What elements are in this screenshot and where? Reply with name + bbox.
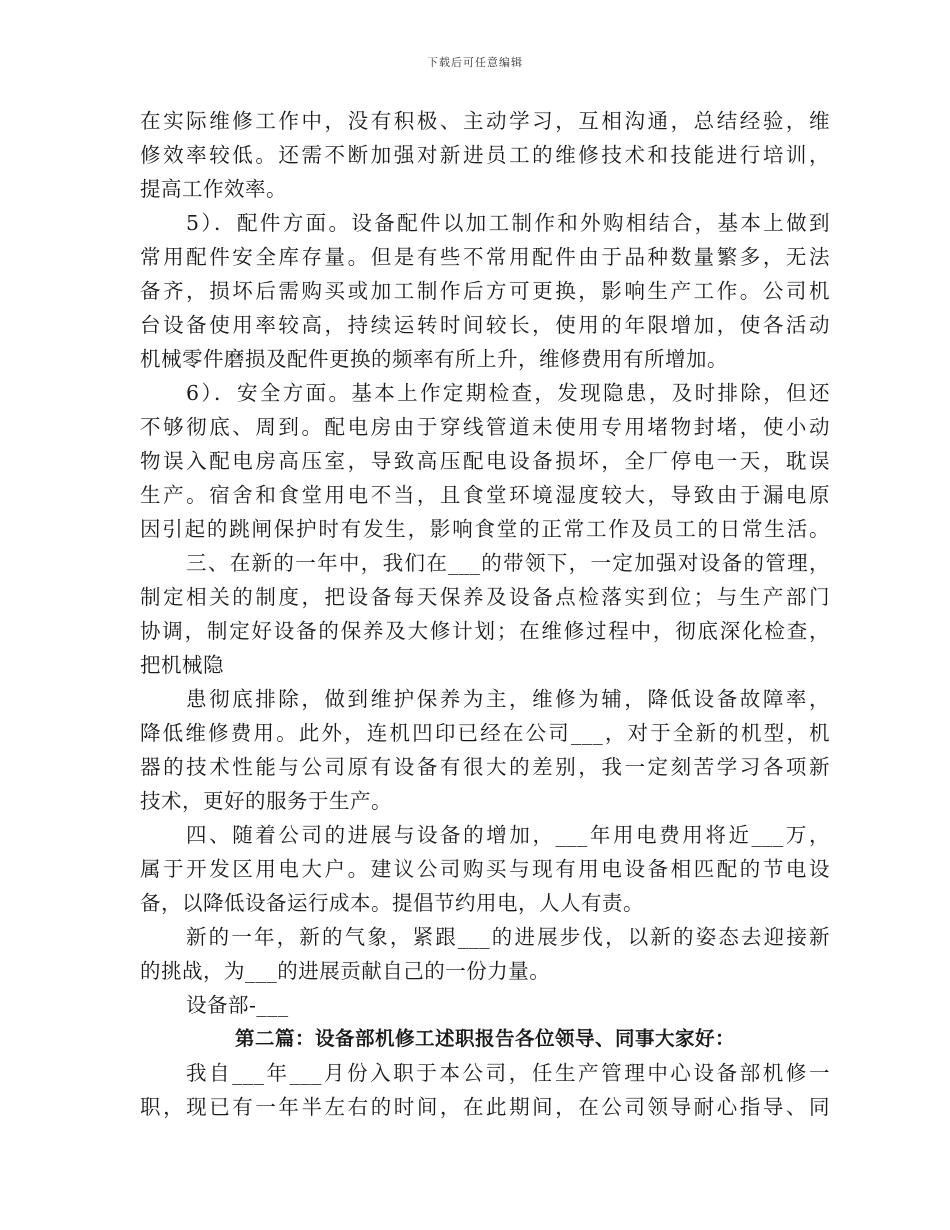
paragraph-line: 5）．配件方面。设备配件以加工制作和外购相结合，基本上做到 xyxy=(186,211,830,235)
paragraph-line: 的挑战，为___的进展贡献自己的一份力量。 xyxy=(140,959,551,983)
paragraph-line: 器的技术性能与公司原有设备有很大的差别，我一定刻苦学习各项新 xyxy=(140,755,830,779)
paragraph-line: 备，以降低设备运行成本。提倡节约用电，人人有责。 xyxy=(140,891,644,915)
paragraph-line: 我自___年___月份入职于本公司，任生产管理中心设备部机修一 xyxy=(186,1061,830,1085)
section-heading: 第二篇：设备部机修工述职报告各位领导、同事大家好： xyxy=(234,1027,735,1050)
signature-line: 设备部-___ xyxy=(186,993,289,1017)
paragraph-line: 协调，制定好设备的保养及大修计划；在维修过程中，彻底深化检查， xyxy=(140,619,830,643)
paragraph-line: 机械零件磨损及配件更换的频率有所上升，维修费用有所增加。 xyxy=(140,347,728,371)
paragraph-line: 职，现已有一年半左右的时间，在此期间，在公司领导耐心指导、同 xyxy=(140,1095,830,1119)
paragraph-line: 不够彻底、周到。配电房由于穿线管道未使用专用堵物封堵，使小动 xyxy=(140,415,830,439)
document-body xyxy=(140,104,830,1124)
paragraph-line: 备齐，损坏后需购买或加工制作后方可更换，影响生产工作。公司机 xyxy=(140,279,830,303)
paragraph-line: 因引起的跳闸保护时有发生，影响食堂的正常工作及员工的日常生活。 xyxy=(140,517,830,541)
paragraph-line: 台设备使用率较高，持续运转时间较长，使用的年限增加，使各活动 xyxy=(140,313,830,337)
paragraph-line: 常用配件安全库存量。但是有些不常用配件由于品种数量繁多，无法 xyxy=(140,245,830,269)
paragraph-line: 在实际维修工作中，没有积极、主动学习，互相沟通，总结经验，维 xyxy=(140,109,830,133)
paragraph-line: 把机械隐 xyxy=(140,653,224,677)
paragraph-line: 提高工作效率。 xyxy=(140,177,287,201)
paragraph-line: 属于开发区用电大户。建议公司购买与现有用电设备相匹配的节电设 xyxy=(140,857,830,881)
paragraph-line: 四、随着公司的进展与设备的增加，___年用电费用将近___万， xyxy=(186,823,830,847)
paragraph-line: 新的一年，新的气象，紧跟___的进展步伐，以新的姿态去迎接新 xyxy=(186,925,830,949)
paragraph-line: 生产。宿舍和食堂用电不当，且食堂环境湿度较大，导致由于漏电原 xyxy=(140,483,830,507)
paragraph-line: 物误入配电房高压室，导致高压配电设备损坏，全厂停电一天，耽误 xyxy=(140,449,830,473)
paragraph-line: 修效率较低。还需不断加强对新进员工的维修技术和技能进行培训， xyxy=(140,143,830,167)
page-header: 下载后可任意编辑 xyxy=(427,56,523,69)
paragraph-line: 三、在新的一年中，我们在___的带领下，一定加强对设备的管理， xyxy=(186,551,830,575)
paragraph-line: 降低维修费用。此外，连机凹印已经在公司___，对于全新的机型，机 xyxy=(140,721,830,745)
paragraph-line: 技术，更好的服务于生产。 xyxy=(140,789,392,813)
paragraph-line: 6）．安全方面。基本上作定期检查，发现隐患，及时排除，但还 xyxy=(186,381,830,405)
paragraph-line: 患彻底排除，做到维护保养为主，维修为辅，降低设备故障率， xyxy=(186,687,830,711)
paragraph-line: 制定相关的制度，把设备每天保养及设备点检落实到位；与生产部门 xyxy=(140,585,830,609)
